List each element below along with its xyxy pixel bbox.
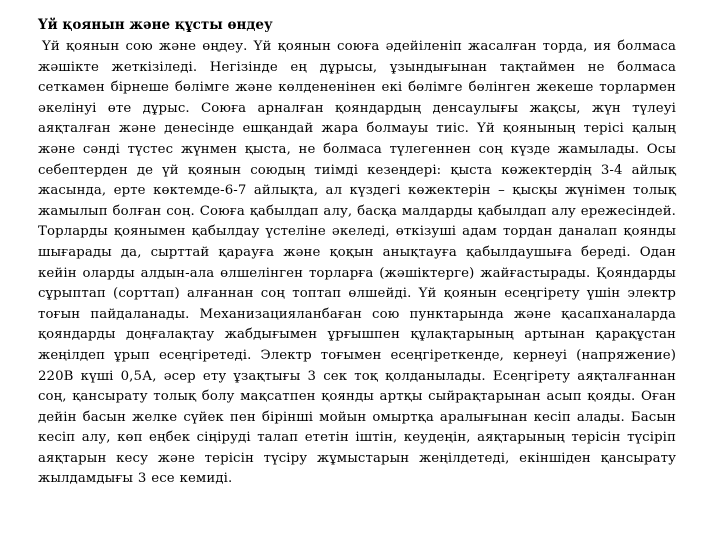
document-title: Үй қоянын және құсты өндеу — [38, 17, 273, 33]
document-body-paragraph: Үй қоянын сою және өңдеу. Үй қоянын союға әдейіленіп жасалған торда, ия болмаса жәшікте жеткізіледі. Негізінде ең дұрысы, ұзындығынан тақтаймен не болмаса сеткамен бірнеше бөлімге және көлдененінен екі бөлімге бөлінген жекеше торлармен әкелінуі өте дұрыс. Союға арналған қояндардың денсаулығы жақсы, жүн түлеуі аяқталған және денесінде ешқандай жара болмауы тиіс. Үй қоянының терісі қалың және сәнді түстес жүнмен қыста, не болмаса түлегеннен соң күзде жамылады. Осы себептерден де үй қоянын союдың тиімді кезеңдері: қыста көжектердің 3-4 айлық жасында, ерте көктемде-6-7 айлықта, ал күздегі көжектерін – қысқы жүнімен толық жамылып болған соң. Союға қабылдап алу, басқа малдарды қабылдап алу ережесіндей. Торларды қоянымен қабылдау үстеліне әкеледі, өткізуші адам тордан даналап қоянды шығарады да, сырттай қарауға және қоқын анықтауға қабылдаушыға береді. Одан кейін оларды алдын-ала өлшелінген торларға (жәшіктерге) жайғастырады. Қояндарды сұрыптап (сорттап) алғаннан соң топтап өлшейді. Үй қоянын есеңгірету үшін электр тоғын пайдаланады. Механизацияланбаған сою пунктарында және қасапханаларда қояндарды доңғалақтау жабдығымен ұрғышпен құлақтарының артынан қарақұстан жеңілдеп ұрып есеңгіретеді. Электр тоғымен есеңгіреткенде, кернеуі (напряжение) 220В күші 0,5А, әсер ету ұзақтығы 3 сек тоқ қолданылады. Есеңгірету аяқталғаннан соң, қансырату толық болу мақсатпен қоянды артқы сыйрақтарынан асып қояды. Оған дейін басын желке сүйек пен бірінші мойын омыртқа аралығынан кесіп алады. Басын кесіп алу, көп еңбек сіңіруді талап ететін іштін, кеудеңін, аяқтарының терісін түсіріп аяқтарын кесу және терісін түсіру жұмыстарын жеңілдетеді, екіншіден қансырату жылдамдығы 3 есе кемиді. — [38, 39, 676, 487]
document-page — [38, 16, 676, 490]
